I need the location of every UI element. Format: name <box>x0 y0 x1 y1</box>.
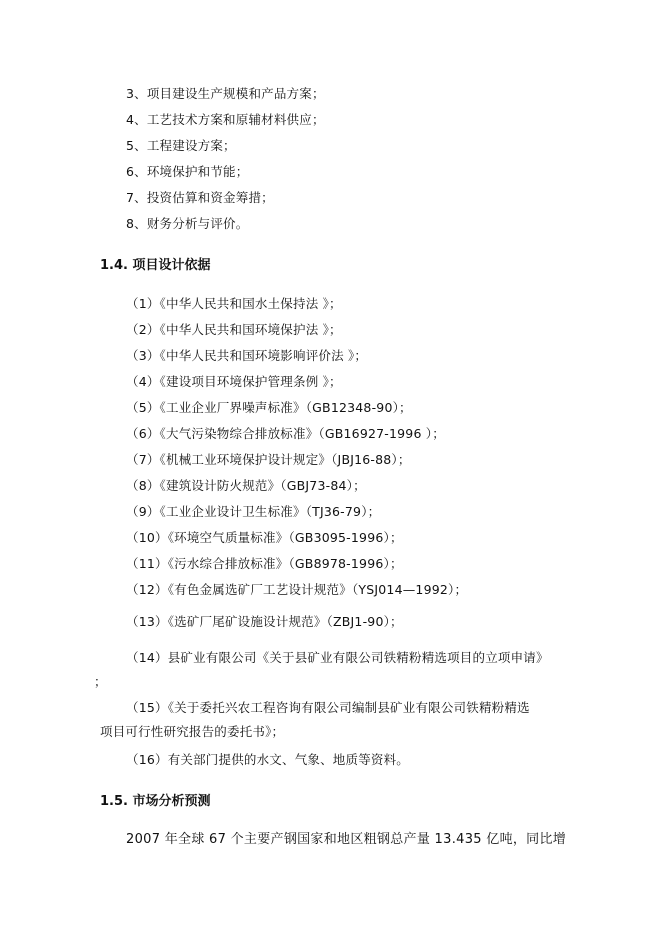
reference-item: （8）《建筑设计防火规范》（GBJ73-84）； <box>126 478 366 493</box>
list-item: 8、财务分析与评价。 <box>126 216 249 231</box>
list-item: 3、项目建设生产规模和产品方案； <box>126 86 325 101</box>
list-item: 7、投资估算和资金筹措； <box>126 190 274 205</box>
list-item: 6、环境保护和节能； <box>126 164 249 179</box>
reference-item: （10）《环境空气质量标准》（GB3095-1996）； <box>126 530 403 545</box>
reference-item: （13）《选矿厂尾矿设施设计规范》（ZBJ1-90）； <box>126 614 403 629</box>
reference-item: （12）《有色金属选矿厂工艺设计规范》（YSJ014—1992）； <box>126 582 468 597</box>
reference-item: （2）《中华人民共和国环境保护法 》； <box>126 322 342 337</box>
section-heading: 1.5. 市场分析预测 <box>100 794 211 809</box>
reference-item: （4）《建设项目环境保护管理条例 》； <box>126 374 342 389</box>
reference-item: （11）《污水综合排放标准》（GB8978-1996）； <box>126 556 403 571</box>
reference-item: （9）《工业企业设计卫生标准》（TJ36-79）； <box>126 504 381 519</box>
reference-item-continuation: 项目可行性研究报告的委托书》； <box>100 724 285 739</box>
reference-item: （15）《关于委托兴农工程咨询有限公司编制县矿业有限公司铁精粉精选 <box>126 700 530 715</box>
reference-item: （7）《机械工业环境保护设计规定》（JBJ16-88）； <box>126 452 411 467</box>
reference-item: （6）《大气污染物综合排放标准》（GB16927-1996 ）； <box>126 426 445 441</box>
reference-item: （3）《中华人民共和国环境影响评价法 》； <box>126 348 368 363</box>
reference-item: （16）有关部门提供的水文、气象、地质等资料。 <box>126 752 410 767</box>
reference-item: （5）《工业企业厂界噪声标准》（GB12348-90）； <box>126 400 412 415</box>
reference-item-continuation: ； <box>94 674 107 689</box>
paragraph-text: 2007 年全球 67 个主要产钢国家和地区粗钢总产量 13.435 亿吨，同比增 <box>126 832 567 847</box>
reference-item: （14）县矿业有限公司《关于县矿业有限公司铁精粉精选项目的立项申请》 <box>126 650 549 665</box>
reference-item: （1）《中华人民共和国水土保持法 》； <box>126 296 342 311</box>
list-item: 5、工程建设方案； <box>126 138 236 153</box>
list-item: 4、工艺技术方案和原辅材料供应； <box>126 112 325 127</box>
section-heading: 1.4. 项目设计依据 <box>100 258 211 273</box>
